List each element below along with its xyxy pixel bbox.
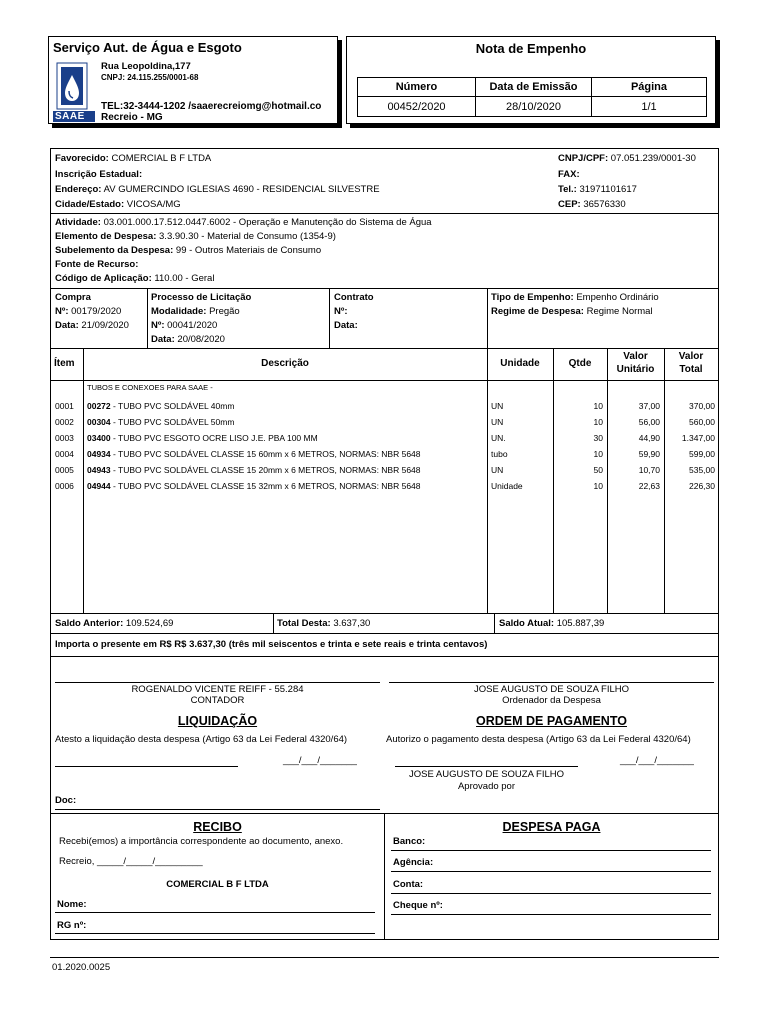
col-desc-header: Descrição <box>261 358 309 369</box>
compra-data-line <box>55 320 129 331</box>
cidade-line <box>55 199 181 210</box>
row-code: 04944 <box>87 481 111 491</box>
row-desc-text: - TUBO PVC SOLDÁVEL CLASSE 15 60mm x 6 METROS, NORMAS: NBR 5648 <box>110 449 421 459</box>
table-subtitle: TUBOS E CONEXOES PARA SAAE - <box>87 383 213 392</box>
row-valor-total: 226,30 <box>689 481 715 491</box>
cnpj-line <box>558 153 696 164</box>
saldo-atual-label: Saldo Atual: <box>499 618 555 629</box>
cnpj-label: CNPJ/CPF: <box>558 153 609 164</box>
row-code: 04943 <box>87 465 111 475</box>
row-unid: tubo <box>491 449 508 459</box>
elemento-label: Elemento de Despesa: <box>55 231 157 242</box>
despesa-title: DESPESA PAGA <box>502 820 601 834</box>
liquidacao-text: Atesto a liquidação desta despesa (Artigo 63 da Lei Federal 4320/64) <box>55 734 348 745</box>
col-unid-header: Unidade <box>500 358 540 369</box>
org-name: Serviço Aut. de Água e Esgoto <box>53 40 242 55</box>
data-emissao-value: 28/10/2020 <box>505 101 562 113</box>
cheque-label: Cheque nº: <box>393 900 443 911</box>
contador-name: ROGENALDO VICENTE REIFF - 55.284 <box>131 684 304 695</box>
subelemento-value: 99 - Outros Materiais de Consumo <box>175 245 322 256</box>
atividade-value: 03.001.000.17.512.0447.6002 - Operação e Manutenção do Sistema de Água <box>103 217 432 228</box>
licitacao-label: Processo de Licitação <box>151 292 252 303</box>
ordem-date: ___/___/_______ <box>620 755 694 766</box>
row-qtde: 30 <box>593 433 603 443</box>
subelemento-label: Subelemento da Despesa: <box>55 245 174 256</box>
liquidacao-date: ___/___/_______ <box>283 755 357 766</box>
row-desc-text: - TUBO PVC SOLDÁVEL CLASSE 15 32mm x 6 METROS, NORMAS: NBR 5648 <box>110 481 421 491</box>
endereco-line <box>55 184 380 195</box>
row-description <box>87 465 421 475</box>
row-valor-unitario: 22,63 <box>638 481 660 491</box>
org-header-box <box>48 36 338 124</box>
contrato-data-label: Data: <box>334 320 358 331</box>
codigo-line <box>55 273 214 284</box>
total-desta-label: Total Desta: <box>277 618 331 629</box>
saldo-anterior-value: 109.524,69 <box>125 618 174 629</box>
fax-label: FAX: <box>558 169 580 180</box>
pagina-label: Página <box>630 81 668 93</box>
org-contact: TEL:32-3444-1202 /saaerecreiomg@hotmail.co <box>101 101 322 112</box>
row-valor-total: 599,00 <box>689 449 715 459</box>
banco-label: Banco: <box>393 836 426 847</box>
elemento-value: 3.3.90.30 - Material de Consumo (1354-9) <box>159 231 336 242</box>
contrato-num-label: Nº: <box>334 306 348 317</box>
fonte-label: Fonte de Recurso: <box>55 259 139 270</box>
conta-label: Conta: <box>393 879 424 890</box>
row-unid: UN <box>491 417 504 427</box>
recibo-company: COMERCIAL B F LTDA <box>166 879 269 890</box>
row-unid: UN. <box>491 433 506 443</box>
compra-num-label: Nº: <box>55 306 69 317</box>
ie-label: Inscrição Estadual: <box>55 169 143 180</box>
row-description <box>87 401 234 411</box>
row-valor-total: 1.347,00 <box>681 433 715 443</box>
licitacao-data-label: Data: <box>151 334 175 345</box>
tipo-empenho-line <box>491 292 659 303</box>
compra-data-label: Data: <box>55 320 79 331</box>
col-vu-header-1: Valor <box>623 351 648 362</box>
org-cnpj: CNPJ: 24.115.255/0001-68 <box>101 73 199 82</box>
row-unid: UN <box>491 401 504 411</box>
row-qtde: 10 <box>593 481 603 491</box>
row-valor-unitario: 59,90 <box>638 449 660 459</box>
row-description <box>87 449 421 459</box>
row-description <box>87 433 318 443</box>
cep-line <box>558 199 626 210</box>
favorecido-line <box>55 153 211 164</box>
row-desc-text: - TUBO PVC SOLDÁVEL 40mm <box>110 401 235 411</box>
recibo-place: Recreio, _____/_____/_________ <box>59 856 203 867</box>
row-code: 04934 <box>87 449 111 459</box>
row-desc-text: - TUBO PVC SOLDÁVEL CLASSE 15 20mm x 6 METROS, NORMAS: NBR 5648 <box>110 465 421 475</box>
row-code: 00272 <box>87 401 111 411</box>
elemento-line <box>55 231 336 242</box>
agencia-label: Agência: <box>393 857 434 868</box>
modalidade-line <box>151 306 240 317</box>
doc-meta-table <box>357 77 707 117</box>
regime-label: Regime de Despesa: <box>491 306 584 317</box>
contador-role: CONTADOR <box>190 695 245 706</box>
ordem-text: Autorizo o pagamento desta despesa (Artigo 63 da Lei Federal 4320/64) <box>386 734 691 745</box>
contrato-label: Contrato <box>334 292 374 303</box>
ordem-role: Aprovado por <box>457 781 516 792</box>
total-desta-line <box>277 618 370 629</box>
col-vu-header-2: Unitário <box>616 364 655 375</box>
col-item-header: Ítem <box>54 358 75 369</box>
row-valor-unitario: 44,90 <box>638 433 660 443</box>
doc-header-box <box>346 36 716 124</box>
row-valor-unitario: 37,00 <box>638 401 660 411</box>
row-valor-unitario: 10,70 <box>638 465 660 475</box>
row-valor-unitario: 56,00 <box>638 417 660 427</box>
codigo-value: 110.00 - Geral <box>154 273 215 284</box>
doc-title: Nota de Empenho <box>475 41 587 56</box>
main-body <box>50 148 719 940</box>
row-item: 0002 <box>55 417 74 427</box>
endereco-value: AV GUMERCINDO IGLESIAS 4690 - RESIDENCIAL SILVESTRE <box>103 184 380 195</box>
row-item: 0004 <box>55 449 74 459</box>
saldo-atual-value: 105.887,39 <box>556 618 605 629</box>
licitacao-data: 20/08/2020 <box>177 334 225 345</box>
doc-label: Doc: <box>55 795 77 806</box>
total-desta-value: 3.637,30 <box>333 618 371 629</box>
row-valor-total: 535,00 <box>689 465 715 475</box>
row-unid: Unidade <box>491 481 523 491</box>
tel-line <box>558 184 637 195</box>
cidade-value: VICOSA/MG <box>126 199 181 210</box>
tel-value: 31971101617 <box>579 184 637 195</box>
cep-label: CEP: <box>558 199 581 210</box>
liquidacao-title: LIQUIDAÇÃO <box>177 714 258 728</box>
row-item: 0005 <box>55 465 74 475</box>
modalidade-value: Pregão <box>209 306 240 317</box>
row-valor-total: 370,00 <box>689 401 715 411</box>
row-unid: UN <box>491 465 504 475</box>
ordenador-name: JOSE AUGUSTO DE SOUZA FILHO <box>473 684 630 695</box>
subelemento-line <box>55 245 321 256</box>
pagina-value: 1/1 <box>641 101 657 113</box>
favorecido-label: Favorecido: <box>55 153 109 164</box>
row-code: 03400 <box>87 433 111 443</box>
licitacao-num-label: Nº: <box>151 320 165 331</box>
ordenador-role: Ordenador da Despesa <box>502 695 601 706</box>
licitacao-num-line <box>151 320 217 331</box>
regime-value: Regime Normal <box>586 306 653 317</box>
recibo-text: Recebi(emos) a importância correspondente ao documento, anexo. <box>59 836 344 847</box>
recibo-nome-label: Nome: <box>57 899 87 910</box>
row-qtde: 10 <box>593 417 603 427</box>
row-description <box>87 417 234 427</box>
row-code: 00304 <box>87 417 111 427</box>
cep-value: 36576330 <box>583 199 626 210</box>
codigo-label: Código de Aplicação: <box>55 273 152 284</box>
atividade-label: Atividade: <box>55 217 101 228</box>
tel-label: Tel.: <box>558 184 577 195</box>
recibo-rg-label: RG nº: <box>57 920 87 931</box>
row-qtde: 50 <box>593 465 603 475</box>
tipo-empenho-label: Tipo de Empenho: <box>491 292 574 303</box>
numero-label: Número <box>395 81 438 93</box>
cidade-label: Cidade/Estado: <box>55 199 125 210</box>
col-vt-header-2: Total <box>679 364 703 375</box>
row-qtde: 10 <box>593 401 603 411</box>
modalidade-label: Modalidade: <box>151 306 207 317</box>
cnpj-value: 07.051.239/0001-30 <box>610 153 696 164</box>
data-emissao-label: Data de Emissão <box>489 81 578 93</box>
compra-num: 00179/2020 <box>71 306 122 317</box>
licitacao-num: 00041/2020 <box>167 320 218 331</box>
numero-value: 00452/2020 <box>387 101 446 113</box>
favorecido-value: COMERCIAL B F LTDA <box>111 153 212 164</box>
saldo-anterior-label: Saldo Anterior: <box>55 618 124 629</box>
row-item: 0001 <box>55 401 74 411</box>
footer-code: 01.2020.0025 <box>52 962 111 973</box>
org-city: Recreio - MG <box>101 112 163 123</box>
saldo-anterior-line <box>55 618 173 629</box>
importa-text: Importa o presente em R$ R$ 3.637,30 (três mil seiscentos e trinta e sete reais e trinta centavos) <box>55 639 488 650</box>
atividade-line <box>55 217 432 228</box>
col-vt-header-1: Valor <box>678 351 704 362</box>
licitacao-data-line <box>151 334 225 345</box>
ordem-title: ORDEM DE PAGAMENTO <box>476 714 627 728</box>
ordem-name: JOSE AUGUSTO DE SOUZA FILHO <box>408 769 565 780</box>
compra-num-line <box>55 306 121 317</box>
row-qtde: 10 <box>593 449 603 459</box>
row-description <box>87 481 421 491</box>
col-qtde-header: Qtde <box>568 358 592 369</box>
row-desc-text: - TUBO PVC SOLDÁVEL 50mm <box>110 417 235 427</box>
compra-label: Compra <box>55 292 91 303</box>
compra-data: 21/09/2020 <box>81 320 129 331</box>
saldo-atual-line <box>499 618 604 629</box>
recibo-title: RECIBO <box>193 820 242 834</box>
row-item: 0006 <box>55 481 74 491</box>
row-item: 0003 <box>55 433 74 443</box>
saae-logo <box>53 61 95 123</box>
org-street: Rua Leopoldina,177 <box>101 61 191 72</box>
endereco-label: Endereço: <box>55 184 102 195</box>
row-desc-text: - TUBO PVC ESGOTO OCRE LISO J.E. PBA 100 MM <box>110 433 318 443</box>
row-valor-total: 560,00 <box>689 417 715 427</box>
logo-text: SAAE <box>55 111 85 122</box>
regime-line <box>491 306 653 317</box>
tipo-empenho-value: Empenho Ordinário <box>576 292 659 303</box>
